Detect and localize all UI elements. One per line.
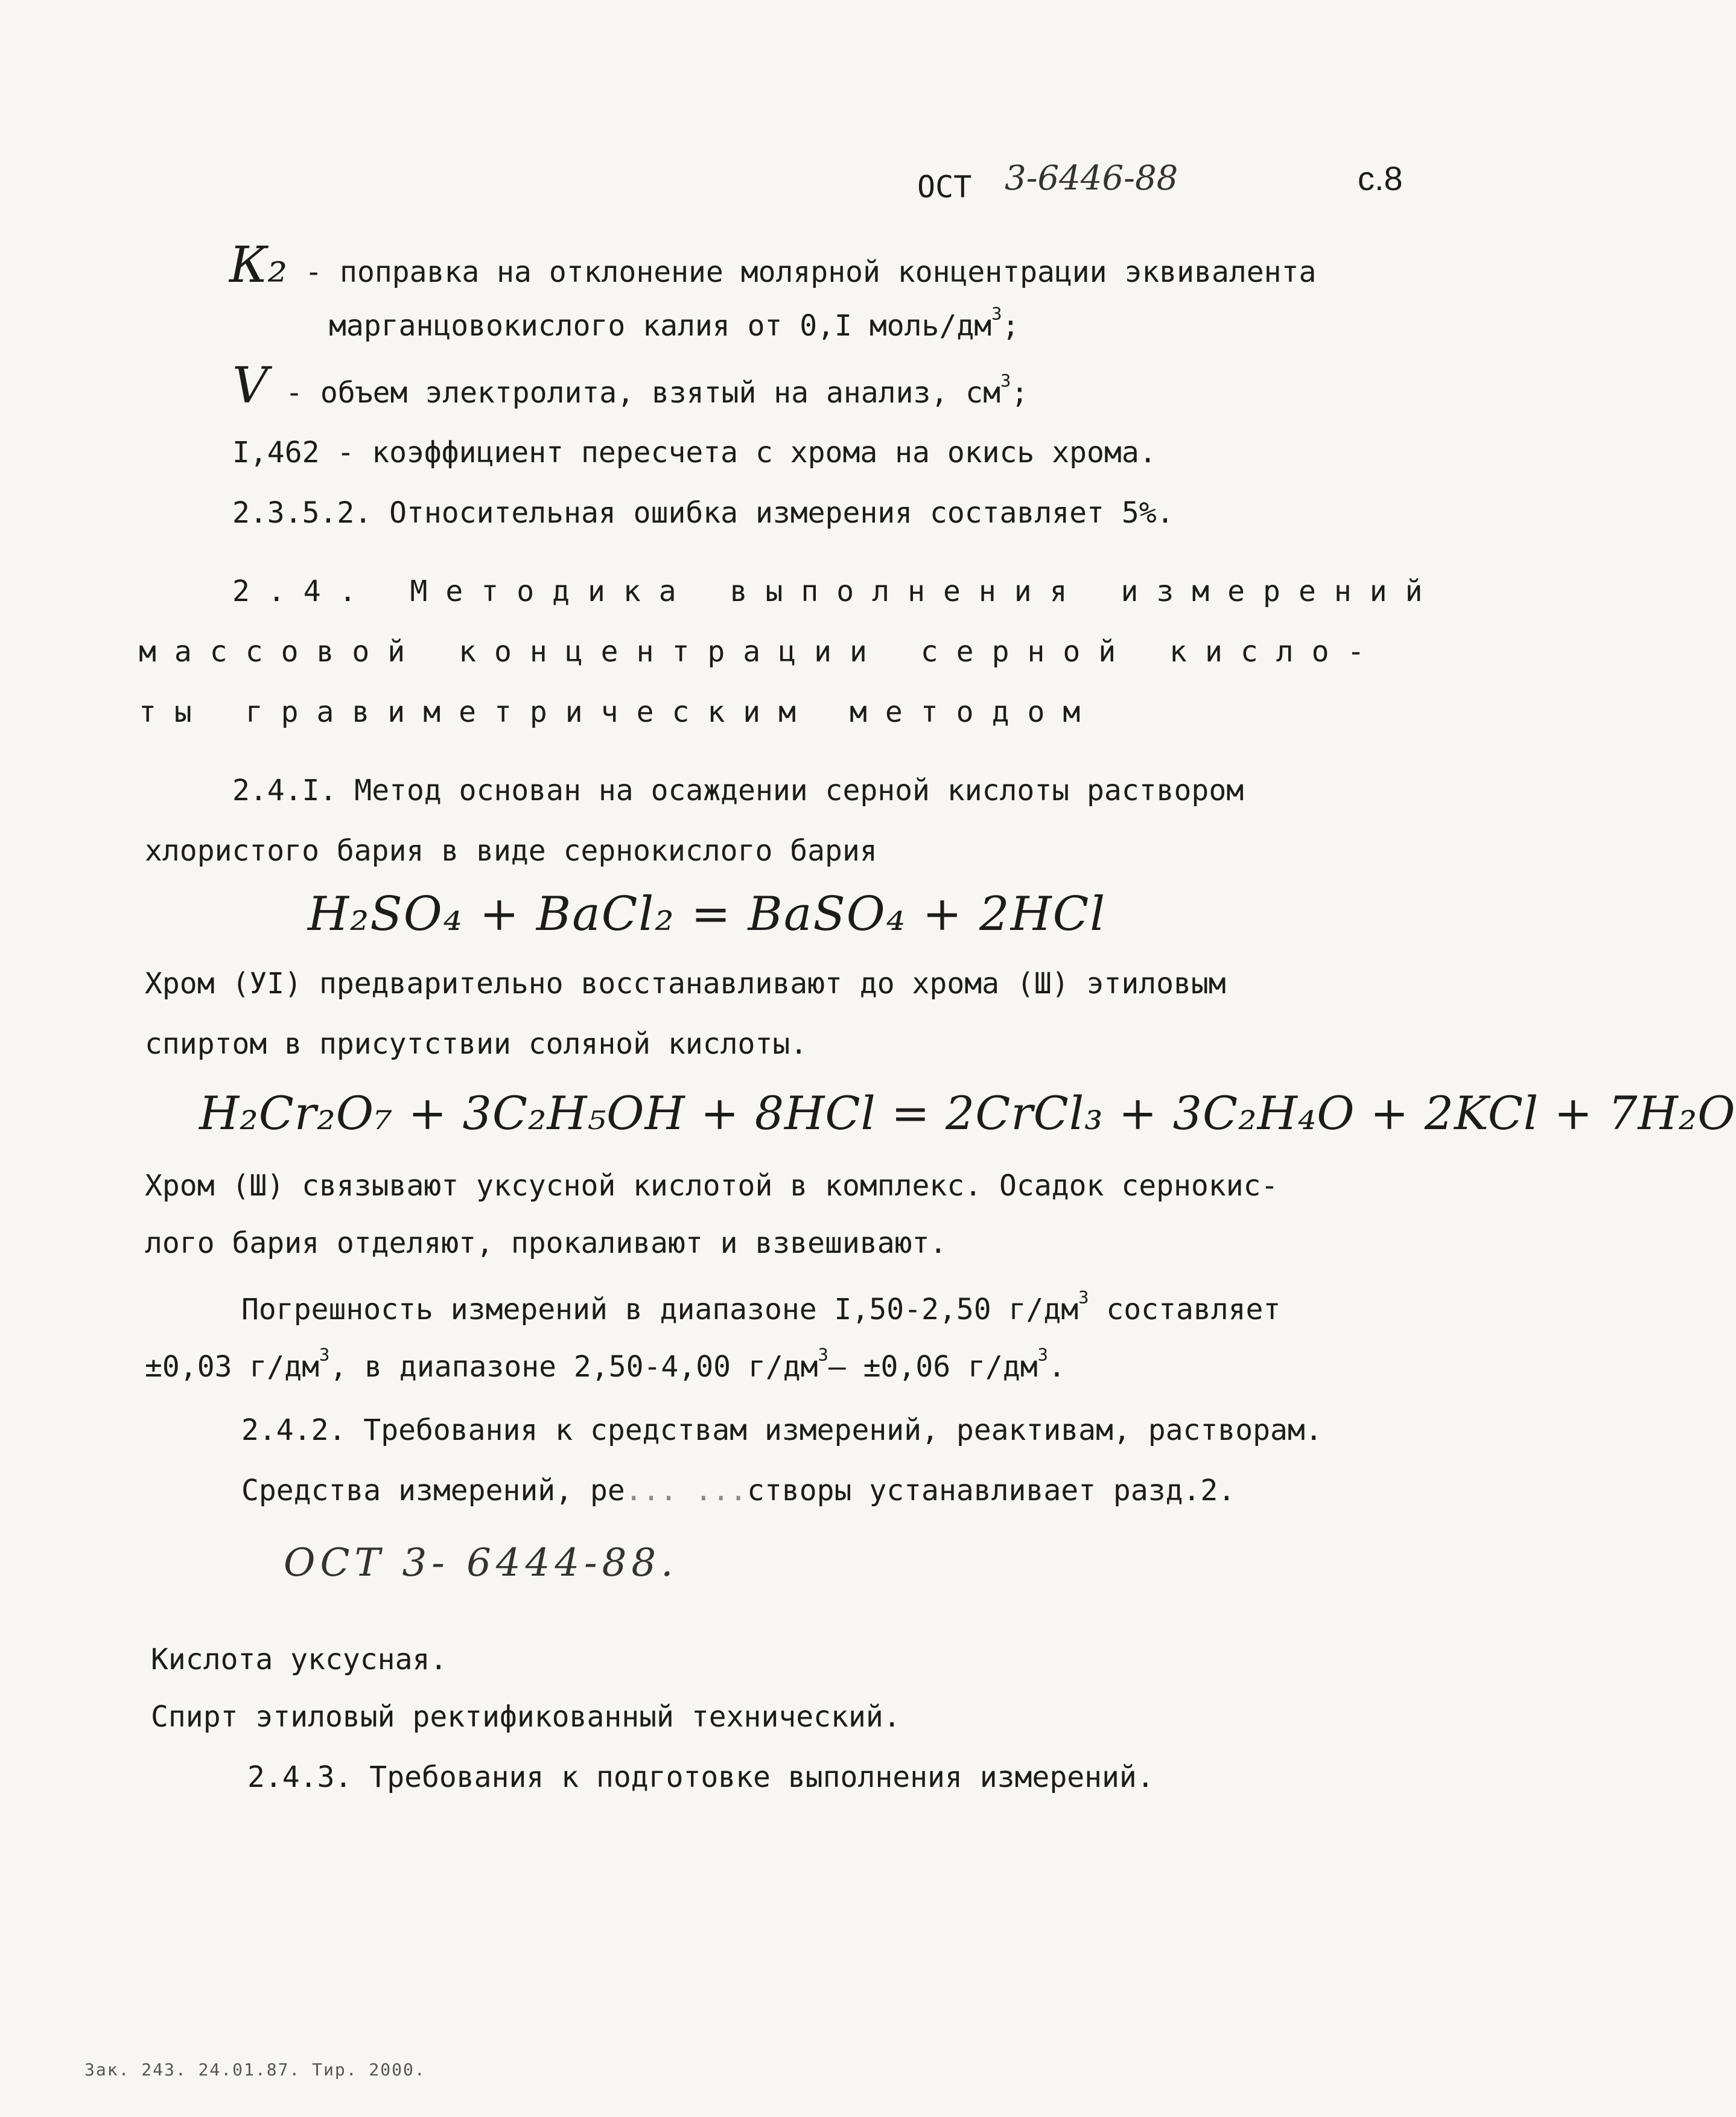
accuracy-exp-1: 3: [1078, 1287, 1089, 1308]
p242-line-2a: Средства измерений, ре: [241, 1474, 625, 1507]
p241-line-5: Хром (Ш) связывают уксусной кислотой в комплекс. Осадок сернокис-: [145, 1169, 1279, 1203]
k2-definition-line-2: [329, 304, 1020, 344]
p243-line-1: 2.4.3. Требования к подготовке выполнения измерений.: [247, 1760, 1154, 1794]
handwritten-ost-reference: ОСТ 3- 6444-88.: [284, 1541, 678, 1585]
header-ost-number: 3-6446-88: [1005, 159, 1178, 198]
v-definition-line: [232, 357, 1029, 415]
accuracy-l2b: , в диапазоне 2,50-4,00 г/дм: [329, 1350, 818, 1384]
print-imprint: Зак. 243. 24.01.87. Тир. 2000.: [84, 2060, 426, 2080]
p241-line-2: хлористого бария в виде сернокислого бария: [145, 834, 877, 868]
p241-line-4: спиртом в присутствии соляной кислоты.: [145, 1027, 808, 1061]
v-unit-exponent: 3: [1000, 371, 1011, 392]
accuracy-l2c: — ±0,06 г/дм: [828, 1350, 1038, 1384]
k2-tail: ;: [1002, 309, 1020, 343]
accuracy-exp-4: 3: [1037, 1345, 1048, 1366]
k2-text-2: марганцовокислого калия от 0,I моль/дм: [329, 309, 992, 343]
p242-line-2c: створы устанавливает разд.2.: [747, 1474, 1236, 1507]
accuracy-l2a: ±0,03 г/дм: [145, 1350, 319, 1384]
p241-line-3: Хром (УI) предварительно восстанавливают до хрома (Ш) этиловым: [145, 967, 1226, 1001]
page-number: с.8: [1358, 159, 1403, 197]
section-heading-line-2: массовой концентрации серной кисло-: [139, 635, 1383, 669]
v-symbol: V: [232, 357, 269, 415]
accuracy-l1a: Погрешность измерений в диапазоне I,50-2,50 г/дм: [241, 1293, 1079, 1326]
accuracy-l1b: составляет: [1089, 1293, 1281, 1326]
formula-sulfuric-barium: H₂SO₄ + BaCl₂ = BaSO₄ + 2HCl: [308, 887, 1107, 941]
accuracy-line-1: [241, 1287, 1281, 1328]
k2-symbol: К₂: [229, 237, 288, 294]
accuracy-exp-2: 3: [319, 1345, 330, 1366]
p242-line-1: 2.4.2. Требования к средствам измерений, реактивам, растворам.: [241, 1413, 1323, 1447]
accuracy-exp-3: 3: [818, 1345, 828, 1366]
p241-line-6: лого бария отделяют, прокаливают и взвешивают.: [145, 1226, 947, 1260]
p242-faded-text: ... ...: [625, 1474, 748, 1507]
formula-chromium-reduction: H₂Cr₂O₇ + 3C₂H₅OH + 8HCl = 2CrCl₃ + 3C₂H₄O + 2KCl + 7H₂O: [199, 1086, 1736, 1140]
v-tail: ;: [1011, 376, 1029, 410]
p242-line-2: [241, 1472, 1235, 1509]
section-heading-line-3: ты гравиметрическим методом: [139, 695, 1099, 729]
accuracy-line-2: [145, 1345, 1066, 1385]
section-heading-line-1: 2.4. Методика выполнения измерений: [232, 575, 1441, 608]
reagent-ethyl-alcohol: Спирт этиловый ректификованный технический.: [151, 1700, 901, 1734]
reagent-acetic-acid: Кислота уксусная.: [151, 1643, 448, 1676]
k2-unit-exponent: 3: [991, 304, 1002, 325]
v-text: - объем электролита, взятый на анализ, см: [285, 376, 1000, 410]
k2-text-1: - поправка на отклонение молярной концентрации эквивалента: [305, 255, 1317, 289]
accuracy-l2d: .: [1048, 1350, 1066, 1384]
p241-line-1: 2.4.I. Метод основан на осаждении серной кислоты раствором: [232, 774, 1244, 807]
coefficient-line: I,462 - коэффициент пересчета с хрома на окись хрома.: [232, 436, 1157, 470]
k2-definition-line-1: [229, 237, 1317, 294]
header-ost-prefix: ОСТ: [917, 170, 972, 205]
relative-error-line: 2.3.5.2. Относительная ошибка измерения составляет 5%.: [232, 496, 1174, 530]
